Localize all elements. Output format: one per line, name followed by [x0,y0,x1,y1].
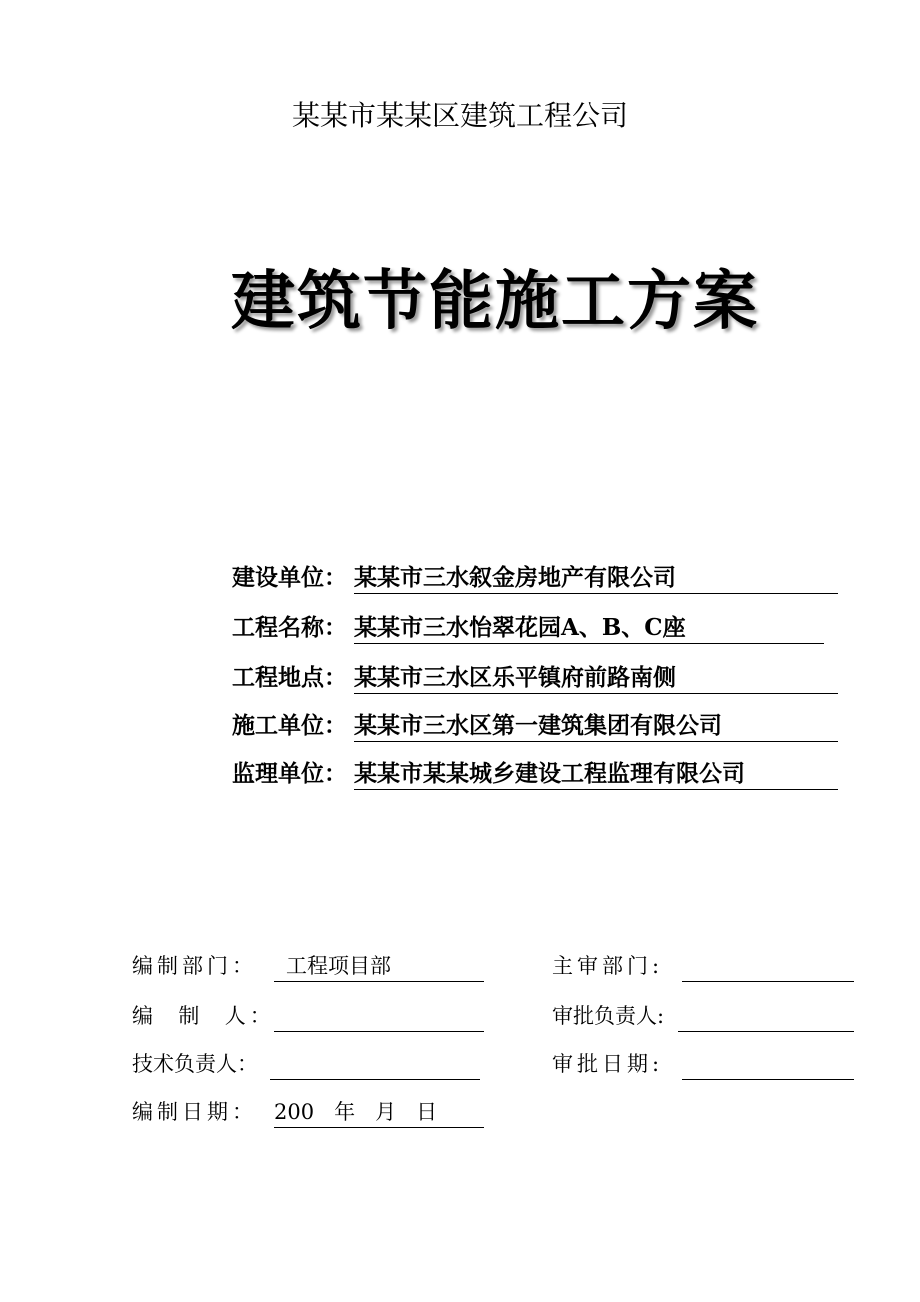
approver-label: 审批负责人: [552,1004,665,1028]
prep-date-field[interactable] [274,1096,484,1128]
tech-lead-value [270,1052,282,1076]
info-value: 某某市某某城乡建设工程监理有限公司 [354,758,838,790]
review-dept-label: 主审部门: [552,954,664,978]
info-label: 工程地点： [232,664,347,691]
prep-dept-label: 编制部门： [132,954,257,978]
compiler-label: 编 制 人： [132,1004,275,1028]
compiler-row [132,1000,492,1034]
prep-dept-field[interactable] [274,950,484,982]
approver-value [678,1004,690,1028]
tech-lead-field[interactable] [270,1048,480,1080]
prep-date-label: 编制日期： [132,1100,257,1124]
approval-date-label: 审批日期: [552,1052,664,1076]
info-label: 工程名称： [232,614,347,641]
info-value: 某某市三水怡翠花园A、B、C座 [354,612,824,644]
prep-dept-value: 工程项目部 [286,954,391,978]
info-value: 某某市三水区乐平镇府前路南侧 [354,662,838,694]
review-dept-row [552,950,862,984]
prep-date-value: 200 年 月 日 [274,1100,438,1124]
info-label: 建设单位： [232,564,347,591]
prep-dept-row [132,950,492,984]
info-label: 监理单位： [232,760,347,787]
document-title: 建筑节能施工方案 [231,264,759,339]
approval-date-row [552,1048,862,1082]
prep-date-row [132,1096,492,1130]
compiler-value [274,1004,286,1028]
review-dept-value [682,954,694,978]
info-value: 某某市三水叙金房地产有限公司 [354,562,838,594]
compiler-field[interactable] [274,1000,484,1032]
info-value: 某某市三水区第一建筑集团有限公司 [354,710,838,742]
company-name: 某某市某某区建筑工程公司 [291,99,628,132]
approval-date-field[interactable] [682,1048,854,1080]
info-label: 施工单位： [232,712,347,739]
tech-lead-label: 技术负责人： [132,1052,258,1076]
approver-row [552,1000,862,1034]
approval-date-value [682,1052,694,1076]
approver-field[interactable] [678,1000,854,1032]
review-dept-field[interactable] [682,950,854,982]
tech-lead-row [132,1048,492,1082]
